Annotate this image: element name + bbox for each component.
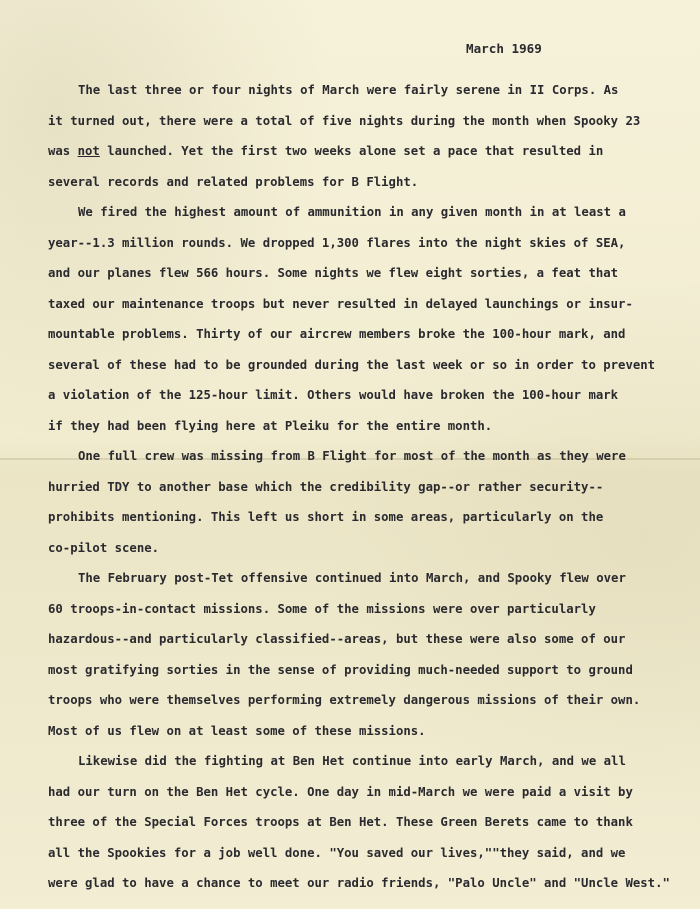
- text-line: troops who were themselves performing extremely dangerous missions of their own.: [48, 693, 641, 707]
- text-line: a violation of the 125-hour limit. Others would have broken the 100-hour mark: [48, 388, 619, 402]
- text-fragment: was: [48, 144, 78, 158]
- text-line: several records and related problems for B Flight.: [48, 174, 419, 189]
- text-line: 60 troops-in-contact missions. Some of the missions were over particularly: [48, 601, 596, 616]
- text-line: if they had been flying here at Pleiku for the entire month.: [48, 418, 493, 433]
- text-line: The February post-Tet offensive continued into March, and Spooky flew over: [78, 571, 626, 585]
- paragraph-3: [48, 441, 688, 563]
- text-line: hurried TDY to another base which the credibility gap--or rather security--: [48, 479, 604, 494]
- letter-date: March 1969: [466, 41, 542, 56]
- text-line: most gratifying sorties in the sense of providing much-needed support to ground: [48, 662, 633, 677]
- text-line: several of these had to be grounded during the last week or so in order to prevent: [48, 357, 656, 372]
- text-line: Likewise did the fighting at Ben Het continue into early March, and we all: [78, 754, 626, 768]
- text-line: all the Spookies for a job well done. "You saved our lives,""they said, and we: [48, 845, 626, 860]
- paragraph-5: [48, 746, 688, 899]
- text-line: Most of us flew on at least some of these missions.: [48, 723, 426, 738]
- text-line: We fired the highest amount of ammunition in any given month in at least a: [78, 205, 626, 219]
- text-line: The last three or four nights of March were fairly serene in II Corps. As: [78, 83, 619, 97]
- text-line: and our planes flew 566 hours. Some nights we flew eight sorties, a feat that: [48, 266, 619, 280]
- text-line: taxed our maintenance troops but never resulted in delayed launchings or insur-: [48, 296, 633, 311]
- text-line: it turned out, there were a total of five nights during the month when Spooky 23: [48, 113, 641, 128]
- text-line: One full crew was missing from B Flight for most of the month as they were: [78, 449, 626, 463]
- text-line: mountable problems. Thirty of our aircrew members broke the 100-hour mark, and: [48, 327, 626, 341]
- text-line: [48, 136, 688, 167]
- paragraph-1: [48, 75, 688, 197]
- text-line: co-pilot scene.: [48, 540, 160, 555]
- text-line: hazardous--and particularly classified--areas, but these were also some of our: [48, 632, 626, 646]
- text-line: were glad to have a chance to meet our radio friends, "Palo Uncle" and "Uncle West.": [48, 876, 670, 890]
- letter-body: [48, 75, 688, 899]
- paragraph-4: [48, 563, 688, 746]
- text-line: year--1.3 million rounds. We dropped 1,300 flares into the night skies of SEA,: [48, 235, 626, 250]
- text-line: had our turn on the Ben Het cycle. One day in mid-March we were paid a visit by: [48, 784, 633, 799]
- text-fragment: launched. Yet the first two weeks alone set a pace that resulted in: [99, 144, 604, 158]
- underlined-word: not: [77, 144, 100, 158]
- paragraph-2: [48, 197, 688, 441]
- text-line: three of the Special Forces troops at Ben Het. These Green Berets came to thank: [48, 815, 633, 829]
- text-line: prohibits mentioning. This left us short in some areas, particularly on the: [48, 510, 604, 524]
